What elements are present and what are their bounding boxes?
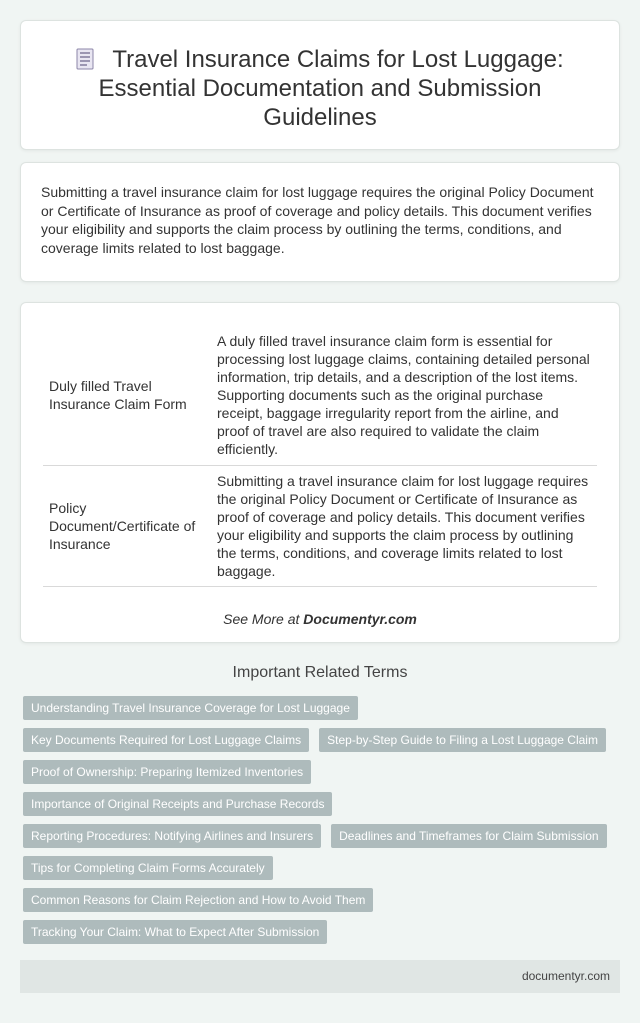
term-tag[interactable]: Step-by-Step Guide to Filing a Lost Luggage Claim	[319, 728, 606, 752]
page-title	[41, 45, 599, 132]
documents-table-card	[20, 302, 620, 643]
term-tag[interactable]: Proof of Ownership: Preparing Itemized Inventories	[23, 760, 311, 784]
see-more-prefix: See More at	[223, 610, 304, 627]
related-terms-list	[23, 696, 623, 952]
title-card	[20, 20, 620, 150]
related-terms-heading: Important Related Terms	[232, 664, 408, 681]
footer	[20, 960, 620, 993]
term-tag[interactable]: Tracking Your Claim: What to Expect After Submission	[23, 920, 327, 944]
row-description: A duly filled travel insurance claim form is essential for processing lost luggage claims, containing detailed personal information, trip details, and a description of the lost items. Supporting documents such as the original purchase receipt, baggage irregularity report from the airline, and proof of travel are also required to validate the claim efficiently.	[211, 325, 597, 465]
page-title-text: Travel Insurance Claims for Lost Luggage: Essential Documentation and Submission Guidelines	[98, 46, 564, 131]
term-tag[interactable]: Reporting Procedures: Notifying Airlines and Insurers	[23, 824, 321, 848]
see-more	[43, 611, 597, 627]
term-tag[interactable]: Common Reasons for Claim Rejection and How to Avoid Them	[23, 888, 373, 912]
term-tag[interactable]: Key Documents Required for Lost Luggage Claims	[23, 728, 309, 752]
documents-table	[43, 325, 597, 587]
intro-text: Submitting a travel insurance claim for lost luggage requires the original Policy Document or Certificate of Insurance as proof of coverage and policy details. This document verifies your eligibility and supports the claim process by outlining the terms, conditions, and coverage limits related to lost baggage.	[41, 184, 594, 256]
table-row	[43, 465, 597, 586]
intro-card	[20, 162, 620, 282]
document-icon	[76, 48, 94, 70]
footer-site-link[interactable]: documentyr.com	[521, 969, 610, 983]
term-tag[interactable]: Tips for Completing Claim Forms Accurately	[23, 856, 273, 880]
table-row	[43, 325, 597, 465]
see-more-link[interactable]: Documentyr.com	[303, 610, 417, 627]
row-label: Policy Document/Certificate of Insurance	[43, 465, 211, 586]
term-tag[interactable]: Deadlines and Timeframes for Claim Submission	[331, 824, 606, 848]
row-description: Submitting a travel insurance claim for lost luggage requires the original Policy Document or Certificate of Insurance as proof of coverage and policy details. This document verifies your eligibility and supports the claim process by outlining the terms, conditions, and coverage limits related to lost baggage.	[211, 465, 597, 586]
term-tag[interactable]: Importance of Original Receipts and Purchase Records	[23, 792, 332, 816]
row-label: Duly filled Travel Insurance Claim Form	[43, 325, 211, 465]
term-tag[interactable]: Understanding Travel Insurance Coverage for Lost Luggage	[23, 696, 358, 720]
